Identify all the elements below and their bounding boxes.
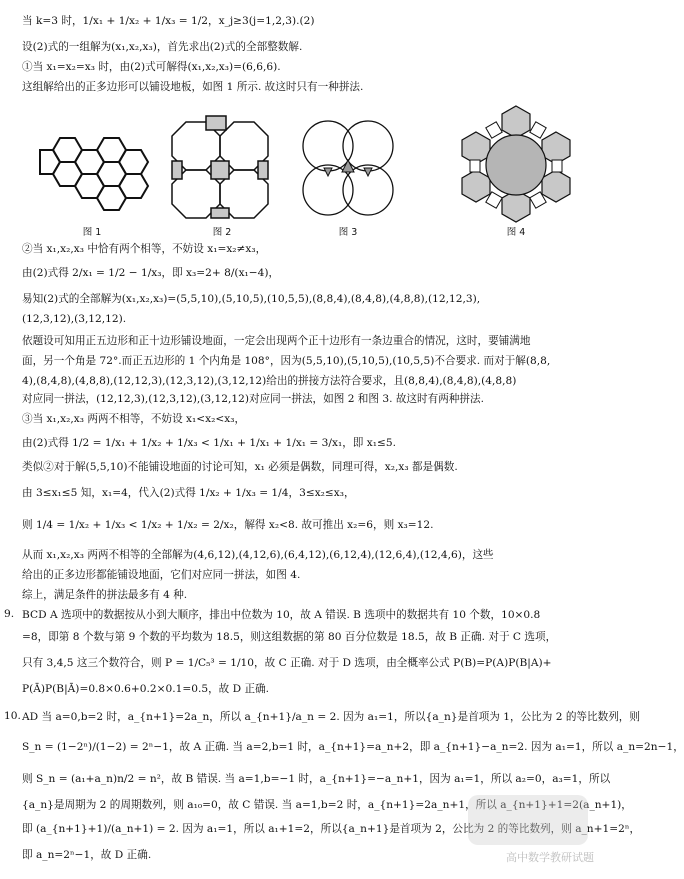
text-line: 则 1/4 = 1/x₂ + 1/x₃ < 1/x₂ + 1/x₂ = 2/x₂，解得 x₂<8. 故可推出 x₂=6，则 x₃=12. [22, 519, 434, 531]
text-line: ③当 x₁,x₂,x₃ 两两不相等，不妨设 x₁<x₂<x₃， [22, 413, 246, 425]
text-line: 类似②对于解(5,5,10)不能铺设地面的讨论可知，x₁ 必须是偶数，同理可得，x₂,x₃ 都是偶数. [22, 461, 458, 473]
figure-4-dodecagon-hexagon-square-tiling [456, 104, 576, 224]
text-line: 即 (a_{n+1}+1)/(a_n+1) = 2. 因为 a₁=1，所以 a₁+1=2，所以{a_n+1}是首项为 2，公比为 2 的等比数列，则 a_n+1=2ⁿ， [22, 823, 641, 835]
item-number-10: 10. [4, 710, 21, 722]
text-line: 只有 3,4,5 这三个数符合，则 P = 1/C₅³ = 1/10，故 C 正确. 对于 D 选项，由全概率公式 P(B)=P(A)P(B|A)+ [22, 657, 552, 669]
text-line: AD 当 a=0,b=2 时，a_{n+1}=2a_n，所以 a_{n+1}/a_n = 2. 因为 a₁=1，所以{a_n}是首项为 1，公比为 2 的等比数列，则 [22, 711, 640, 723]
text-line: 则 S_n = (a₁+a_n)n/2 = n²，故 B 错误. 当 a=1,b=−1 时，a_{n+1}=−a_n+1，因为 a₁=1，所以 a₂=0，a₃=1，所以 [22, 773, 611, 785]
text-line: 这组解给出的正多边形可以铺设地板，如图 1 所示. 故这时只有一种拼法. [22, 81, 364, 93]
text-line: 由(2)式得 1/2 = 1/x₁ + 1/x₂ + 1/x₃ < 1/x₁ + 1/x₁ + 1/x₁ = 3/x₁，即 x₁≤5. [22, 437, 396, 449]
text-line: 4),(8,4,8),(4,8,8),(12,12,3),(12,3,12),(3,12,12)给出的拼接方法符合要求，且(8,8,4),(8,4,8),(4,8,8) [22, 375, 517, 387]
text-line: S_n = (1−2ⁿ)/(1−2) = 2ⁿ−1，故 A 正确. 当 a=2,b=1 时，a_{n+1}=a_n+2，即 a_{n+1}−a_n=2. 因为 a₁=1，所以 a_n=2n−1， [22, 741, 684, 753]
item-number-9: 9. [4, 608, 15, 620]
text-line: 综上，满足条件的拼法最多有 4 种. [22, 589, 188, 601]
text-line: 由(2)式得 2/x₁ = 1/2 − 1/x₃，即 x₃=2+ 8/(x₁−4)， [22, 267, 280, 279]
figure-1-caption: 图 1 [82, 227, 102, 238]
text-line: P(Ā)P(B|Ā)=0.8×0.6+0.2×0.1=0.5，故 D 正确. [22, 683, 270, 695]
watermark-text: 高中数学教研试题 [506, 851, 594, 864]
text-line: 依题设可知用正五边形和正十边形铺设地面，一定会出现两个正十边形有一条边重合的情况，这时，要铺满地 [22, 335, 531, 347]
text-line: ①当 x₁=x₂=x₃ 时，由(2)式可解得(x₁,x₂,x₃)=(6,6,6). [22, 61, 281, 73]
text-line: 当 k=3 时，1/x₁ + 1/x₂ + 1/x₃ = 1/2，x_j≥3(j=1,2,3).(2) [22, 15, 315, 27]
text-line: 对应同一拼法，(12,12,3),(12,3,12),(3,12,12)对应同一拼法，如图 2 和图 3. 故这时有两种拼法. [22, 393, 484, 405]
text-line: ②当 x₁,x₂,x₃ 中恰有两个相等，不妨设 x₁=x₂≠x₃， [22, 243, 267, 255]
text-line: 面，另一个角是 72°.而正五边形的 1 个内角是 108°，因为(5,5,10),(5,10,5),(10,5,5)不合要求. 而对于解(8,8, [22, 355, 551, 367]
text-line: 即 a_n=2ⁿ−1，故 D 正确. [22, 849, 152, 861]
text-line: 给出的正多边形都能铺设地面，它们对应同一拼法，如图 4. [22, 569, 301, 581]
text-line: 设(2)式的一组解为(x₁,x₂,x₃)，首先求出(2)式的全部整数解. [22, 41, 303, 53]
figure-3-dodecagon-triangle-tiling [298, 120, 398, 220]
figure-1-hexagon-tiling [40, 128, 150, 218]
text-line: 由 3≤x₁≤5 知，x₁=4，代入(2)式得 1/x₂ + 1/x₃ = 1/4，3≤x₂≤x₃， [22, 487, 355, 499]
text-line: {a_n}是周期为 2 的周期数列，则 a₁₀=0，故 C 错误. 当 a=1,b=2 时，a_{n+1}=2a_n+1，所以 a_{n+1}+1=2(a_n+1)， [22, 799, 632, 811]
text-line: (12,3,12),(3,12,12). [22, 313, 127, 325]
figure-2-octagon-square-tiling [172, 120, 272, 220]
text-line: BCD A 选项中的数据按从小到大顺序，排出中位数为 10，故 A 错误. B 选项中的数据共有 10 个数，10×0.8 [22, 609, 541, 621]
watermark-logo [468, 795, 588, 845]
text-line: 易知(2)式的全部解为(x₁,x₂,x₃)=(5,5,10),(5,10,5),(10,5,5),(8,8,4),(8,4,8),(4,8,8),(12,12,3), [22, 293, 481, 305]
figure-3-caption: 图 3 [338, 227, 358, 238]
text-line: =8，即第 8 个数与第 9 个数的平均数为 18.5，则这组数据的第 80 百分位数是 18.5，故 B 正确. 对于 C 选项， [22, 631, 557, 643]
text-line: 从而 x₁,x₂,x₃ 两两不相等的全部解为(4,6,12),(4,12,6),(6,4,12),(6,12,4),(12,6,4),(12,4,6)，这些 [22, 549, 494, 561]
figure-4-caption: 图 4 [506, 227, 526, 238]
figure-2-caption: 图 2 [212, 227, 232, 238]
